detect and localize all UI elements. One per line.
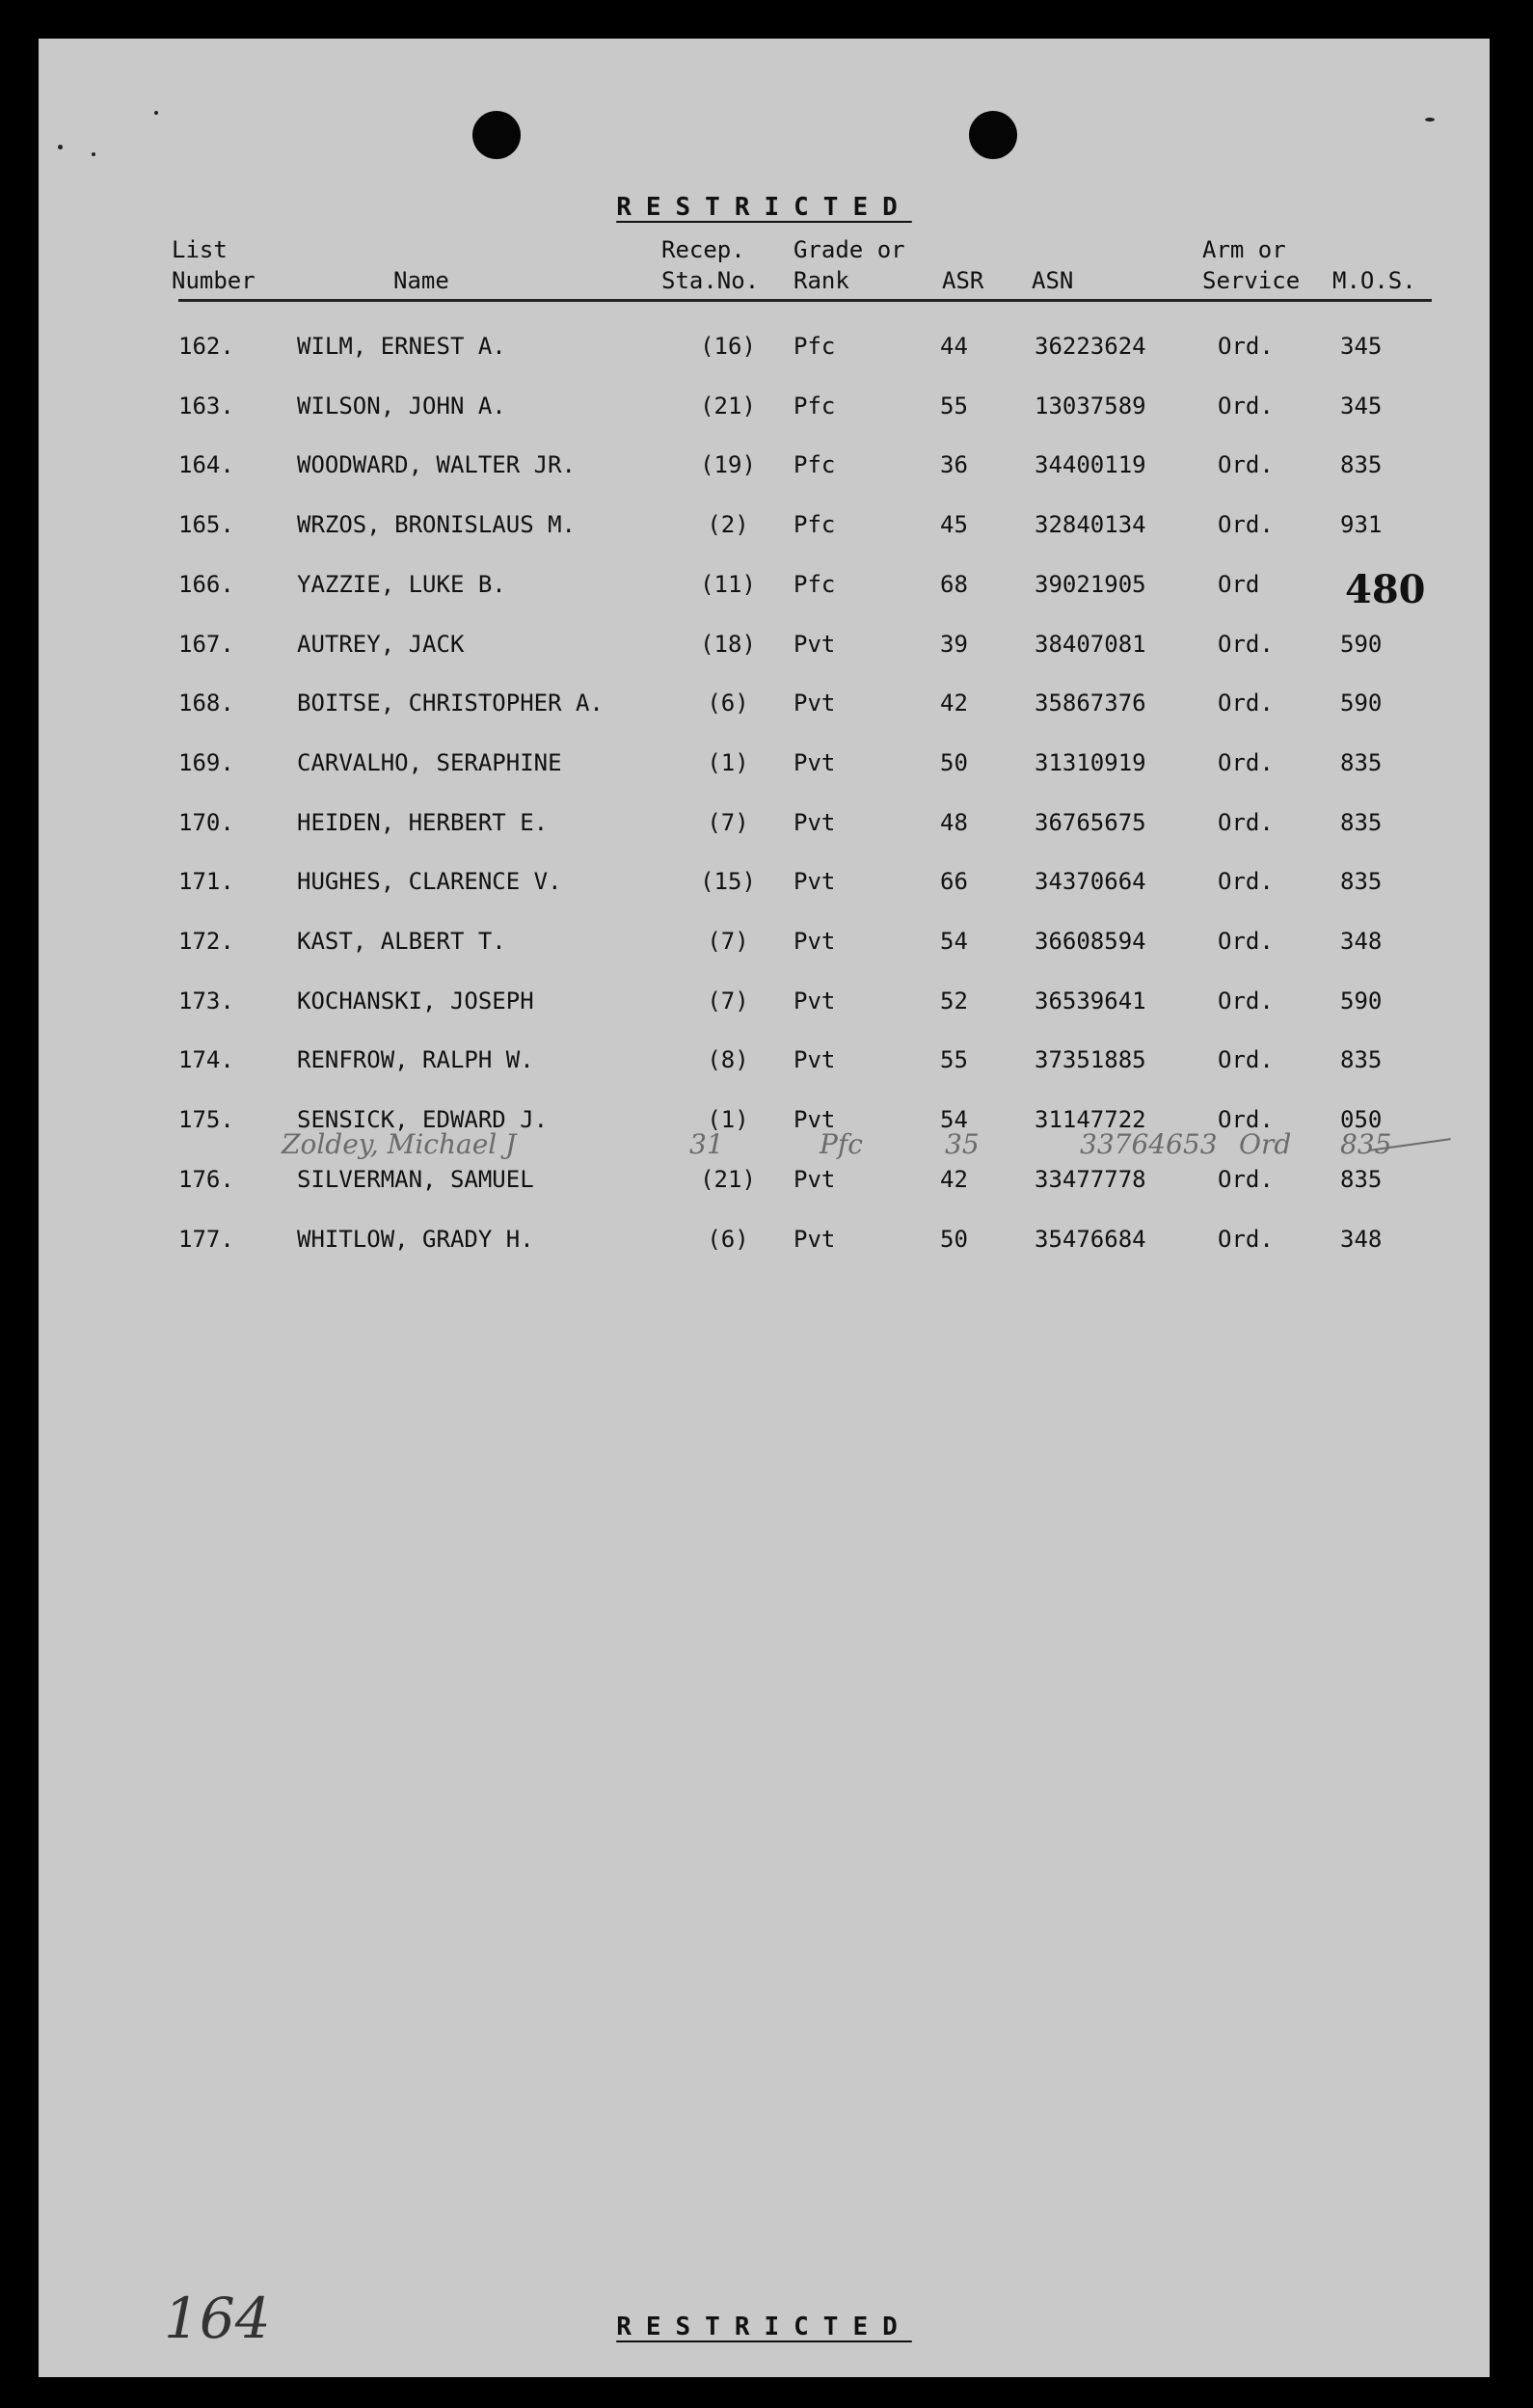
asn-cell: 38407081 [1035,631,1146,658]
grade-cell: Pfc [793,392,836,419]
list-number-cell: 172. [178,928,234,955]
table-row [39,809,1490,848]
grade-cell: Pfc [793,571,836,598]
list-number-cell: 163. [178,392,234,419]
table-row [39,690,1490,728]
asn-cell: 34400119 [1035,451,1146,478]
col-head-list-number [172,234,256,296]
col-head-arm [1202,234,1300,296]
handwritten-asr: 35 [945,1128,980,1160]
speck-mark [92,152,95,156]
arm-service-cell: Ord. [1218,631,1274,658]
speck-mark [154,111,158,115]
grade-cell: Pfc [793,511,836,538]
list-number-cell: 173. [178,988,234,1015]
col-head-line: M.O.S. [1332,267,1416,294]
name-cell: CARVALHO, SERAPHINE [297,749,562,776]
asr-cell: 45 [940,511,968,538]
asr-cell: 36 [940,451,968,478]
col-head-name [393,265,449,296]
recep-sta-cell: (19) [700,451,756,478]
asn-cell: 34370664 [1035,868,1146,895]
name-cell: KAST, ALBERT T. [297,928,506,955]
col-head-line: Arm or [1202,236,1286,263]
mos-cell: 348 [1340,928,1383,955]
name-cell: WRZOS, BRONISLAUS M. [297,511,576,538]
table-row [39,1046,1490,1085]
recep-sta-cell: (1) [707,749,749,776]
mos-cell: 345 [1340,333,1383,360]
table-row [39,988,1490,1026]
asn-cell: 35476684 [1035,1226,1146,1253]
mos-cell: 835 [1340,1046,1383,1073]
handwritten-rank: Pfc [820,1128,863,1160]
recep-sta-cell: (18) [700,631,756,658]
col-head-grade [793,234,905,296]
document-page [39,39,1490,2377]
table-row [39,511,1490,550]
asn-cell: 36539641 [1035,988,1146,1015]
mos-cell: 835 [1340,451,1383,478]
arm-service-cell: Ord. [1218,1166,1274,1193]
arm-service-cell: Ord. [1218,809,1274,836]
asn-cell: 36608594 [1035,928,1146,955]
table-row [39,392,1490,431]
asn-cell: 31147722 [1035,1106,1146,1133]
mos-cell: 835 [1340,749,1383,776]
mos-cell: 835 [1340,809,1383,836]
recep-sta-cell: (15) [700,868,756,895]
recep-sta-cell: (6) [707,690,749,717]
recep-sta-cell: (7) [707,809,749,836]
grade-cell: Pvt [793,1166,836,1193]
name-cell: WHITLOW, GRADY H. [297,1226,534,1253]
arm-service-cell: Ord. [1218,1046,1274,1073]
col-head-recep [661,234,759,296]
mos-cell: 050 [1340,1106,1383,1133]
name-cell: BOITSE, CHRISTOPHER A. [297,690,604,717]
asr-cell: 39 [940,631,968,658]
asr-cell: 55 [940,1046,968,1073]
arm-service-cell: Ord [1218,571,1260,598]
recep-sta-cell: (1) [707,1106,749,1133]
asn-cell: 31310919 [1035,749,1146,776]
name-cell: HUGHES, CLARENCE V. [297,868,562,895]
col-head-line: List [172,236,228,263]
header-restricted: RESTRICTED [616,193,912,222]
handwritten-entry [39,1128,1490,1167]
arm-service-cell: Ord. [1218,392,1274,419]
mos-cell: 931 [1340,511,1383,538]
recep-sta-cell: (6) [707,1226,749,1253]
handwritten-name: Zoldey, Michael J [282,1128,517,1160]
mos-cell: 590 [1340,988,1383,1015]
stamped-number: 480 [1345,567,1426,612]
list-number-cell: 174. [178,1046,234,1073]
asn-cell: 39021905 [1035,571,1146,598]
asr-cell: 68 [940,571,968,598]
arm-service-cell: Ord. [1218,868,1274,895]
table-row [39,868,1490,906]
grade-cell: Pfc [793,333,836,360]
list-number-cell: 175. [178,1106,234,1133]
asr-cell: 44 [940,333,968,360]
page-number: 164 [164,2286,271,2351]
grade-cell: Pfc [793,451,836,478]
col-head-line: ASR [942,267,984,294]
asr-cell: 42 [940,690,968,717]
handwritten-asn: 33764653 [1080,1128,1218,1160]
list-number-cell: 164. [178,451,234,478]
grade-cell: Pvt [793,1046,836,1073]
grade-cell: Pvt [793,988,836,1015]
asr-cell: 54 [940,928,968,955]
grade-cell: Pvt [793,690,836,717]
arm-service-cell: Ord. [1218,451,1274,478]
grade-cell: Pvt [793,928,836,955]
list-number-cell: 166. [178,571,234,598]
recep-sta-cell: (11) [700,571,756,598]
list-number-cell: 167. [178,631,234,658]
table-row [39,333,1490,371]
arm-service-cell: Ord. [1218,333,1274,360]
table-row [39,749,1490,788]
name-cell: SENSICK, EDWARD J. [297,1106,549,1133]
name-cell: SILVERMAN, SAMUEL [297,1166,534,1193]
recep-sta-cell: (7) [707,928,749,955]
col-head-line: Number [172,267,256,294]
grade-cell: Pvt [793,809,836,836]
asn-cell: 35867376 [1035,690,1146,717]
table-row [39,571,1490,609]
table-row [39,631,1490,669]
name-cell: YAZZIE, LUKE B. [297,571,506,598]
grade-cell: Pvt [793,749,836,776]
list-number-cell: 176. [178,1166,234,1193]
arm-service-cell: Ord. [1218,1226,1274,1253]
mos-cell: 835 [1340,868,1383,895]
speck-mark [1425,118,1435,122]
recep-sta-cell: (8) [707,1046,749,1073]
arm-service-cell: Ord. [1218,988,1274,1015]
punch-hole-left [472,111,521,159]
list-number-cell: 171. [178,868,234,895]
asr-cell: 54 [940,1106,968,1133]
punch-hole-right [969,111,1017,159]
list-number-cell: 168. [178,690,234,717]
header-rule [178,299,1432,302]
grade-cell: Pvt [793,1106,836,1133]
recep-sta-cell: (16) [700,333,756,360]
name-cell: HEIDEN, HERBERT E. [297,809,549,836]
arm-service-cell: Ord. [1218,749,1274,776]
recep-sta-cell: (21) [700,392,756,419]
list-number-cell: 170. [178,809,234,836]
col-head-line: Rank [793,267,849,294]
arm-service-cell: Ord. [1218,690,1274,717]
grade-cell: Pvt [793,1226,836,1253]
table-row [39,928,1490,966]
asr-cell: 50 [940,749,968,776]
list-number-cell: 165. [178,511,234,538]
asr-cell: 42 [940,1166,968,1193]
name-cell: RENFROW, RALPH W. [297,1046,534,1073]
name-cell: WILSON, JOHN A. [297,392,506,419]
col-head-line: Sta.No. [661,267,760,294]
arm-service-cell: Ord. [1218,511,1274,538]
asn-cell: 37351885 [1035,1046,1146,1073]
list-number-cell: 162. [178,333,234,360]
asn-cell: 32840134 [1035,511,1146,538]
speck-mark [58,145,63,149]
col-head-asr [942,265,983,296]
grade-cell: Pvt [793,631,836,658]
asn-cell: 36765675 [1035,809,1146,836]
col-head-line: Name [393,267,449,294]
asn-cell: 13037589 [1035,392,1146,419]
col-head-line: Service [1202,267,1301,294]
asr-cell: 50 [940,1226,968,1253]
col-head-line: ASN [1032,267,1074,294]
list-number-cell: 169. [178,749,234,776]
mos-cell: 590 [1340,631,1383,658]
handwritten-arm: Ord [1239,1128,1292,1160]
footer-restricted: RESTRICTED [616,2313,912,2341]
recep-sta-cell: (21) [700,1166,756,1193]
table-row [39,1226,1490,1264]
mos-cell: 590 [1340,690,1383,717]
asr-cell: 55 [940,392,968,419]
recep-sta-cell: (2) [707,511,749,538]
handwritten-sta: 31 [689,1128,724,1160]
col-head-line: Recep. [661,236,745,263]
name-cell: WOODWARD, WALTER JR. [297,451,576,478]
col-head-line: Grade or [793,236,905,263]
list-number-cell: 177. [178,1226,234,1253]
grade-cell: Pvt [793,868,836,895]
arm-service-cell: Ord. [1218,1106,1274,1133]
asr-cell: 48 [940,809,968,836]
col-head-mos [1332,265,1416,296]
asn-cell: 33477778 [1035,1166,1146,1193]
handwritten-mos: 835 [1340,1128,1392,1160]
mos-cell: 348 [1340,1226,1383,1253]
table-row [39,451,1490,490]
mos-cell: 345 [1340,392,1383,419]
name-cell: AUTREY, JACK [297,631,465,658]
asn-cell: 36223624 [1035,333,1146,360]
mos-cell: 835 [1340,1166,1383,1193]
col-head-asn [1032,265,1073,296]
name-cell: WILM, ERNEST A. [297,333,506,360]
name-cell: KOCHANSKI, JOSEPH [297,988,534,1015]
asr-cell: 66 [940,868,968,895]
asr-cell: 52 [940,988,968,1015]
recep-sta-cell: (7) [707,988,749,1015]
table-row [39,1166,1490,1204]
arm-service-cell: Ord. [1218,928,1274,955]
